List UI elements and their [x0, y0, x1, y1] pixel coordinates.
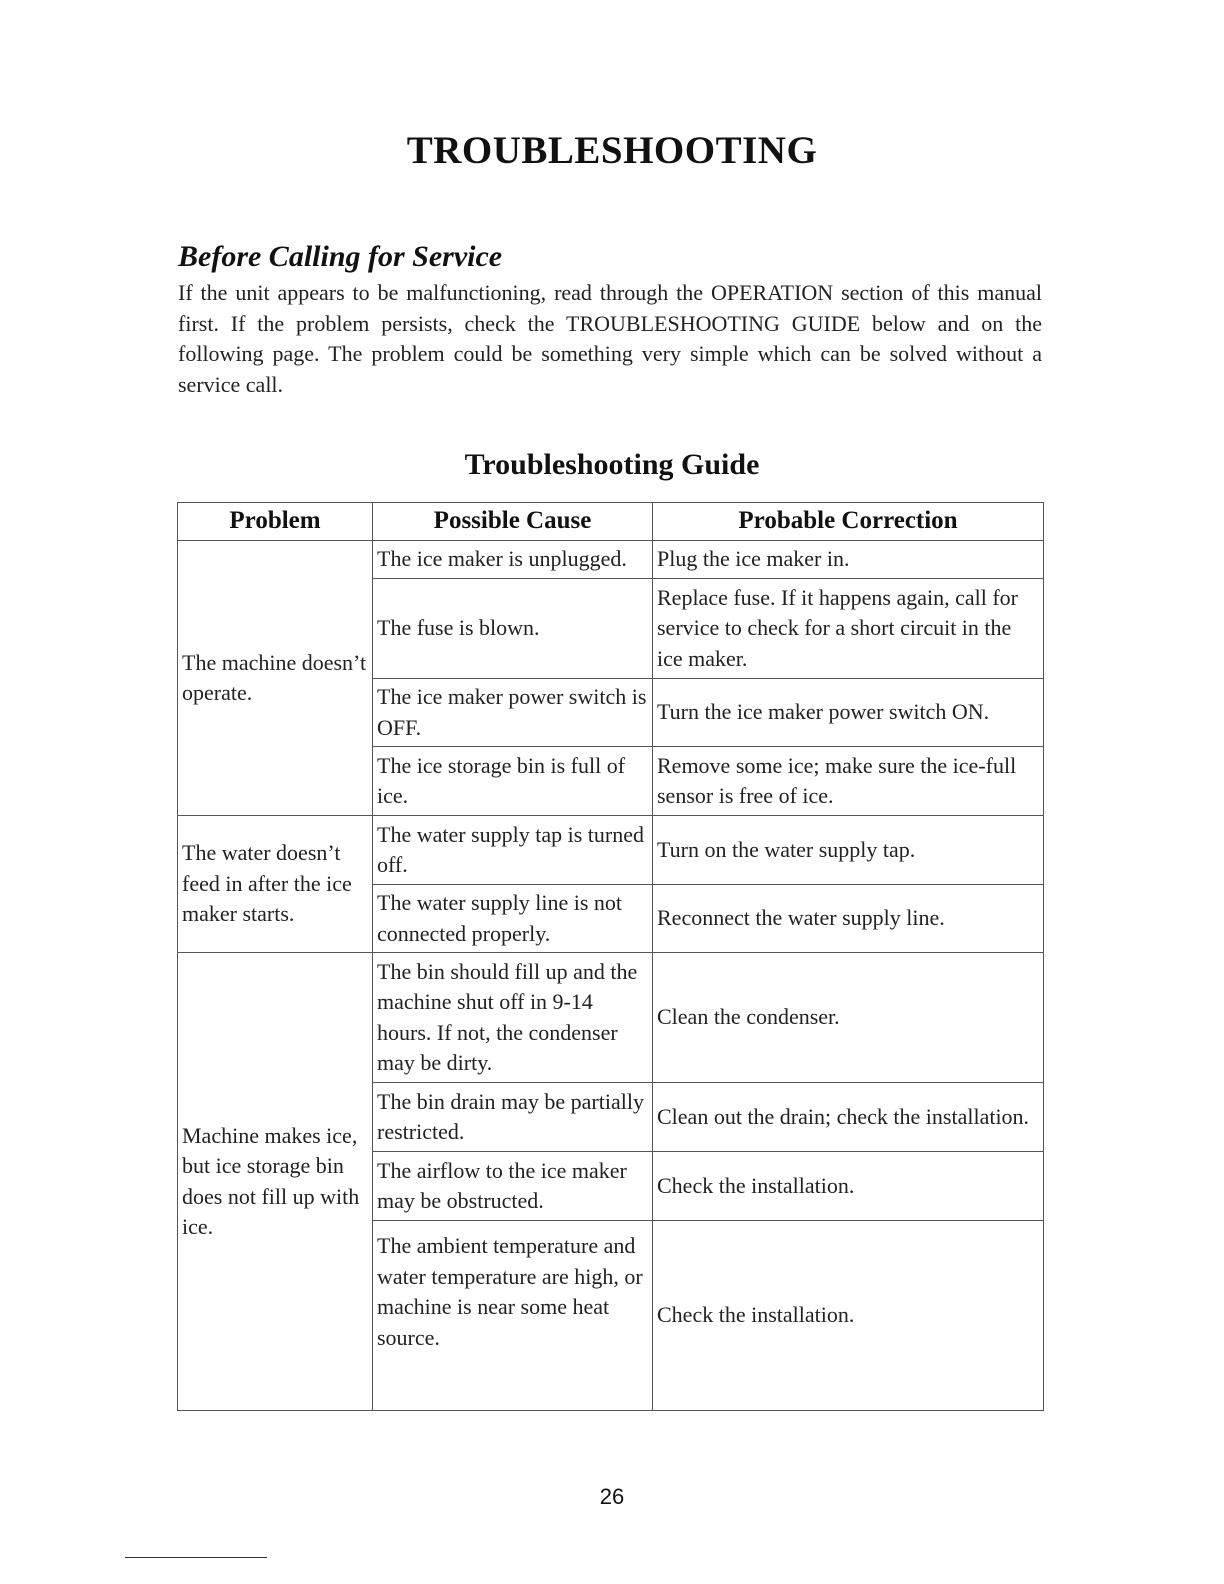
footnote-divider [125, 1557, 267, 1558]
cause-cell: The ambient temperature and water temperature are high, or machine is near some heat source. [373, 1221, 653, 1411]
troubleshooting-table [177, 502, 1044, 1411]
header-correction: Probable Correction [653, 503, 1044, 541]
table-header-row [178, 503, 1044, 541]
correction-cell: Reconnect the water supply line. [653, 885, 1044, 953]
table-row [178, 816, 1044, 885]
guide-title: Troubleshooting Guide [464, 448, 760, 481]
cause-cell: The bin drain may be partially restricted. [373, 1083, 653, 1152]
correction-cell: Remove some ice; make sure the ice-full sensor is free of ice. [653, 747, 1044, 816]
table-row [178, 953, 1044, 1083]
page-title: TROUBLESHOOTING [406, 129, 818, 172]
table-row [178, 541, 1044, 579]
cause-cell: The airflow to the ice maker may be obstructed. [373, 1152, 653, 1221]
cause-cell: The fuse is blown. [373, 579, 653, 679]
section-heading: Before Calling for Service [178, 240, 503, 273]
problem-cell: The machine doesn’t operate. [178, 541, 373, 816]
cause-cell: The water supply tap is turned off. [373, 816, 653, 885]
correction-cell: Check the installation. [653, 1152, 1044, 1221]
cause-cell: The bin should fill up and the machine shut off in 9-14 hours. If not, the condenser may be dirty. [373, 953, 653, 1083]
page-number: 26 [599, 1484, 625, 1509]
correction-cell: Turn the ice maker power switch ON. [653, 679, 1044, 747]
correction-cell: Turn on the water supply tap. [653, 816, 1044, 885]
cause-cell: The water supply line is not connected properly. [373, 885, 653, 953]
correction-cell: Replace fuse. If it happens again, call for service to check for a short circuit in the ice maker. [653, 579, 1044, 679]
problem-cell: The water doesn’t feed in after the ice maker starts. [178, 816, 373, 953]
correction-cell: Check the installation. [653, 1221, 1044, 1411]
correction-cell: Clean the condenser. [653, 953, 1044, 1083]
cause-cell: The ice storage bin is full of ice. [373, 747, 653, 816]
cause-cell: The ice maker is unplugged. [373, 541, 653, 579]
correction-cell: Clean out the drain; check the installation. [653, 1083, 1044, 1152]
problem-cell: Machine makes ice, but ice storage bin does not fill up with ice. [178, 953, 373, 1411]
header-problem: Problem [178, 503, 373, 541]
correction-cell: Plug the ice maker in. [653, 541, 1044, 579]
intro-paragraph: If the unit appears to be malfunctioning, read through the OPERATION section of this manual first. If the problem persists, check the TROUBLESHOOTING GUIDE below and on the following page. The problem could be something very simple which can be solved without a service call. [178, 280, 1042, 397]
header-cause: Possible Cause [373, 503, 653, 541]
cause-cell: The ice maker power switch is OFF. [373, 679, 653, 747]
